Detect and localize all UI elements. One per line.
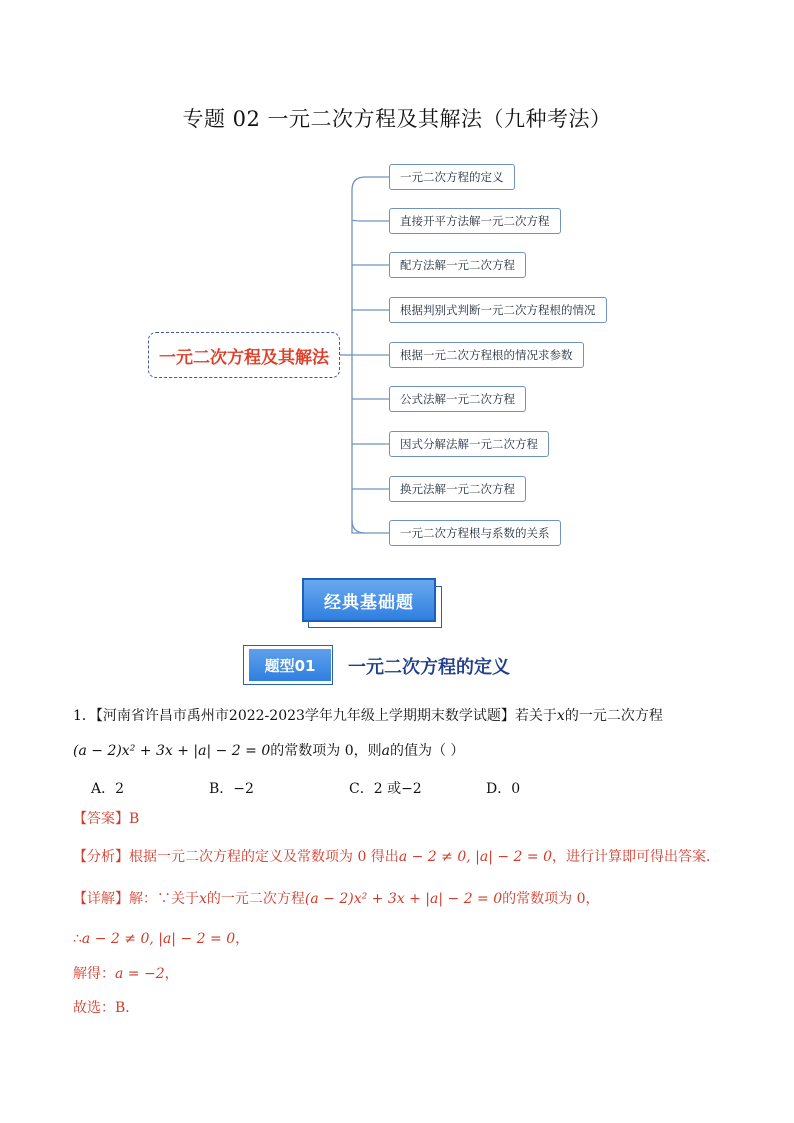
option-b: B．−2 — [209, 781, 254, 797]
answer-tag: 【答案】 — [73, 811, 129, 827]
mindmap-branch: 根据一元二次方程根的情况求参数 — [389, 342, 584, 368]
document-title: 专题 02 一元二次方程及其解法（九种考法） — [182, 107, 612, 131]
mindmap-branch: 公式法解一元二次方程 — [389, 386, 526, 412]
detail-cond-tail: ， — [235, 931, 250, 947]
answer-line — [73, 808, 139, 828]
analysis-line — [73, 846, 720, 866]
var-a: a — [381, 743, 390, 759]
mindmap-branch: 根据判别式判断一元二次方程根的情况 — [389, 297, 607, 323]
mindmap-branch: 因式分解法解一元二次方程 — [389, 431, 549, 457]
var-x: x — [556, 708, 565, 724]
detail-because: ∵关于 — [157, 891, 199, 907]
mindmap-root: 一元二次方程及其解法 — [148, 332, 340, 378]
option-a: A．2 — [91, 781, 125, 797]
detail-var-x: x — [199, 891, 207, 907]
detail-line-4: 故选：B． — [73, 1000, 140, 1016]
detail-solved: a = −2 — [115, 966, 165, 982]
question-stem-b: 的一元二次方程 — [564, 708, 663, 724]
section-banner — [302, 578, 444, 630]
badge-label: 题型01 — [249, 649, 331, 681]
option-d: D．0 — [486, 781, 521, 797]
detail-tag: 【详解】 — [73, 891, 129, 907]
question-equation: (a − 2)x² + 3x + |a| − 2 = 0 — [73, 743, 271, 759]
mindmap-branch: 一元二次方程的定义 — [389, 164, 515, 190]
detail-line-3 — [73, 963, 179, 983]
detail-condition: a − 2 ≠ 0, |a| − 2 = 0 — [81, 931, 236, 947]
analysis-text-b: ，进行计算即可得出答案． — [552, 849, 720, 865]
mindmap-branch: 直接开平方法解一元二次方程 — [389, 208, 561, 234]
detail-solve-prefix: 解： — [129, 891, 157, 907]
mindmap-branch: 一元二次方程根与系数的关系 — [389, 520, 561, 546]
question-stem-a: 若关于 — [514, 708, 557, 724]
question-number: 1． — [73, 708, 96, 724]
question-type-badge — [243, 645, 335, 687]
analysis-condition: a − 2 ≠ 0, |a| − 2 = 0 — [398, 849, 552, 865]
question-line-2 — [73, 740, 464, 760]
question-line-1 — [73, 705, 663, 725]
detail-solved-label: 解得： — [73, 966, 115, 982]
detail-therefore: ∴ — [73, 931, 82, 947]
analysis-tag: 【分析】 — [73, 849, 129, 865]
answer-value: B — [129, 811, 140, 827]
question-stem-c: 的常数项为 0，则 — [270, 743, 382, 759]
mindmap-branch: 换元法解一元二次方程 — [389, 476, 526, 502]
option-c: C．2 或−2 — [349, 781, 422, 797]
mindmap-branch: 配方法解一元二次方程 — [389, 252, 526, 278]
question-type-title: 一元二次方程的定义 — [348, 657, 510, 678]
detail-mid: 的一元二次方程 — [206, 891, 305, 907]
detail-solved-tail: ， — [164, 966, 179, 982]
detail-line-1 — [73, 888, 600, 908]
question-stem-d: 的值为（ ） — [389, 743, 465, 759]
detail-tail: 的常数项为 0， — [502, 891, 600, 907]
banner-label: 经典基础题 — [302, 578, 436, 622]
detail-line-2 — [73, 928, 249, 948]
detail-equation: (a − 2)x² + 3x + |a| − 2 = 0 — [304, 891, 503, 907]
analysis-text-a: 根据一元二次方程的定义及常数项为 0 得出 — [129, 849, 399, 865]
question-source: 【河南省许昌市禹州市2022-2023学年九年级上学期期末数学试题】 — [95, 708, 515, 724]
